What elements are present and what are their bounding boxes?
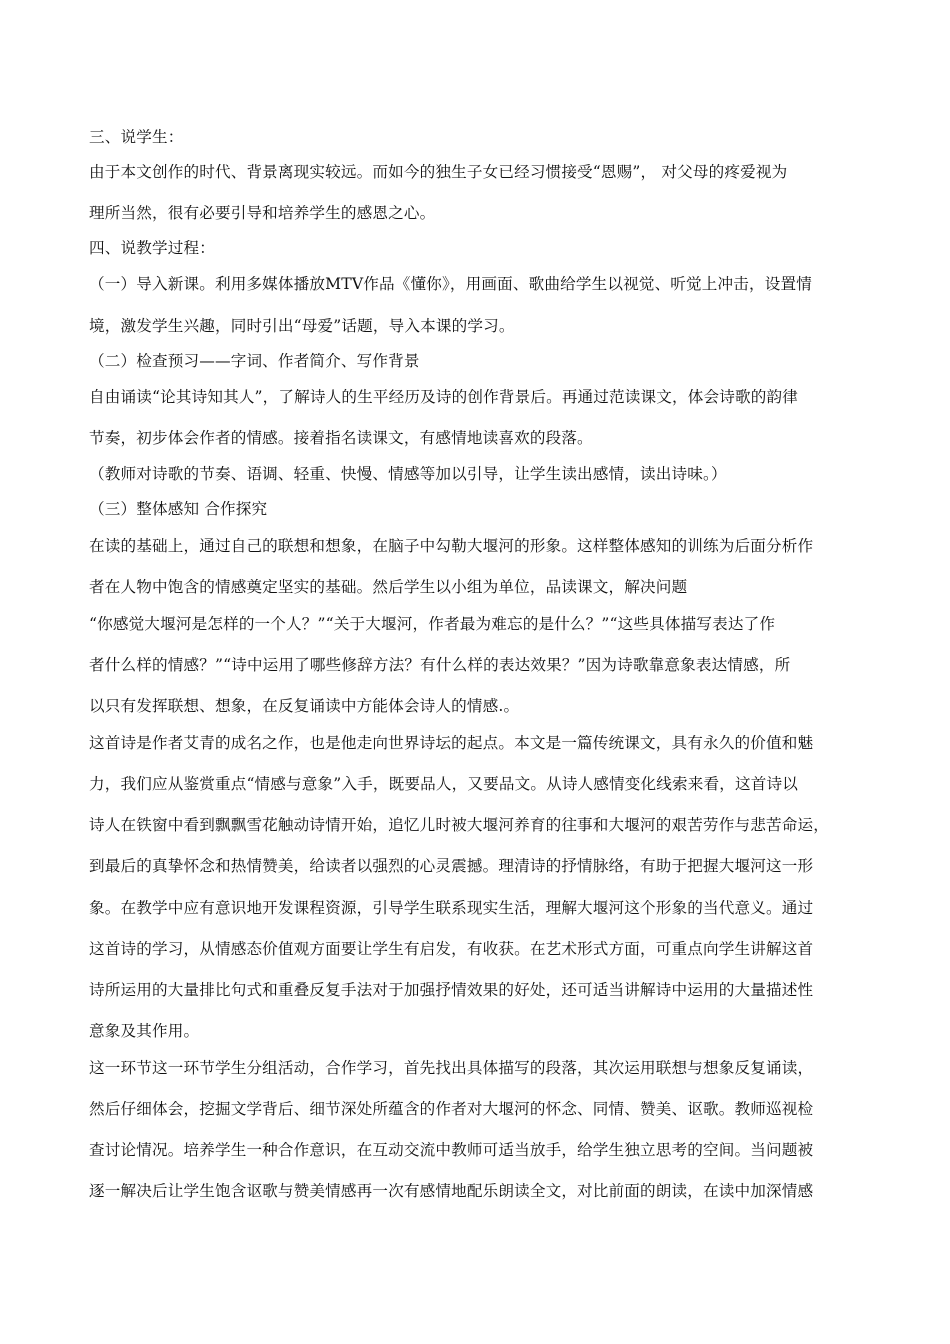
- paragraph-line: （教师对诗歌的节奏、语调、轻重、快慢、情感等加以引导，让学生读出感情，读出诗味。）: [89, 465, 727, 483]
- paragraph-line: 查讨论情况。培养学生一种合作意识，在互动交流中教师可适当放手，给学生独立思考的空间。当问题被: [89, 1141, 814, 1159]
- paragraph-line: 到最后的真挚怀念和热情赞美，给读者以强烈的心灵震撼。理清诗的抒情脉络，有助于把握大堰河这一形: [89, 857, 814, 875]
- paragraph-line: 象。在教学中应有意识地开发课程资源，引导学生联系现实生活，理解大堰河这个形象的当代意义。通过: [89, 899, 814, 917]
- paragraph-line: 境，激发学生兴趣，同时引出“母爱”话题，导入本课的学习。: [89, 317, 515, 335]
- section-heading-process: 四、说教学过程：: [89, 239, 215, 257]
- paragraph-line: “你感觉大堰河是怎样的一个人？”“关于大堰河，作者最为难忘的是什么？”“这些具体描写表达了作: [89, 615, 776, 633]
- paragraph-line: 理所当然，很有必要引导和培养学生的感恩之心。: [89, 204, 436, 222]
- paragraph-line: 这首诗是作者艾青的成名之作，也是他走向世界诗坛的起点。本文是一篇传统课文，具有永久的价值和魅: [89, 734, 814, 752]
- subsection-heading: （二）检查预习——字词、作者简介、写作背景: [89, 352, 420, 370]
- section-heading-students: 三、说学生：: [89, 128, 184, 146]
- paragraph-line: 然后仔细体会，挖掘文学背后、细节深处所蕴含的作者对大堰河的怀念、同情、赞美、讴歌。教师巡视检: [89, 1100, 814, 1118]
- paragraph-line: 由于本文创作的时代、背景离现实较远。而如今的独生子女已经习惯接受“恩赐”， 对父母的疼爱视为: [89, 163, 788, 181]
- subsection-heading: （三）整体感知 合作探究: [89, 500, 268, 518]
- paragraph-line: 在读的基础上，通过自己的联想和想象，在脑子中勾勒大堰河的形象。这样整体感知的训练为后面分析作: [89, 537, 814, 555]
- paragraph-line: 逐一解决后让学生饱含讴歌与赞美情感再一次有感情地配乐朗读全文，对比前面的朗读，在读中加深情感: [89, 1182, 814, 1200]
- paragraph-line: 自由诵读“论其诗知其人”，了解诗人的生平经历及诗的创作背景后。再通过范读课文，体会诗歌的韵律: [89, 388, 798, 406]
- paragraph-line: （一）导入新课。利用多媒体播放MTV作品《懂你》，用画面、歌曲给学生以视觉、听觉上冲击，设置情: [89, 275, 813, 293]
- paragraph-line: 力，我们应从鉴赏重点“情感与意象”入手，既要品人，又要品文。从诗人感情变化线索来看，这首诗以: [89, 775, 798, 793]
- paragraph-line: 诗人在铁窗中看到飘飘雪花触动诗情开始，追忆儿时被大堰河养育的往事和大堰河的艰苦劳作与悲苦命运，: [89, 816, 829, 834]
- paragraph-line: 这一环节这一环节学生分组活动，合作学习，首先找出具体描写的段落，其次运用联想与想象反复诵读，: [89, 1059, 814, 1077]
- paragraph-line: 诗所运用的大量排比句式和重叠反复手法对于加强抒情效果的好处，还可适当讲解诗中运用的大量描述性: [89, 981, 814, 999]
- paragraph-line: 以只有发挥联想、想象，在反复诵读中方能体会诗人的情感.。: [89, 697, 520, 715]
- paragraph-line: 者什么样的情感？”“诗中运用了哪些修辞方法？有什么样的表达效果？”因为诗歌靠意象表达情感，所: [89, 656, 791, 674]
- paragraph-line: 者在人物中饱含的情感奠定坚实的基础。然后学生以小组为单位，品读课文，解决问题: [89, 578, 688, 596]
- paragraph-line: 意象及其作用。: [89, 1022, 200, 1040]
- paragraph-line: 这首诗的学习，从情感态价值观方面要让学生有启发，有收获。在艺术形式方面，可重点向学生讲解这首: [89, 940, 814, 958]
- paragraph-line: 节奏，初步体会作者的情感。接着指名读课文，有感情地读喜欢的段落。: [89, 429, 593, 447]
